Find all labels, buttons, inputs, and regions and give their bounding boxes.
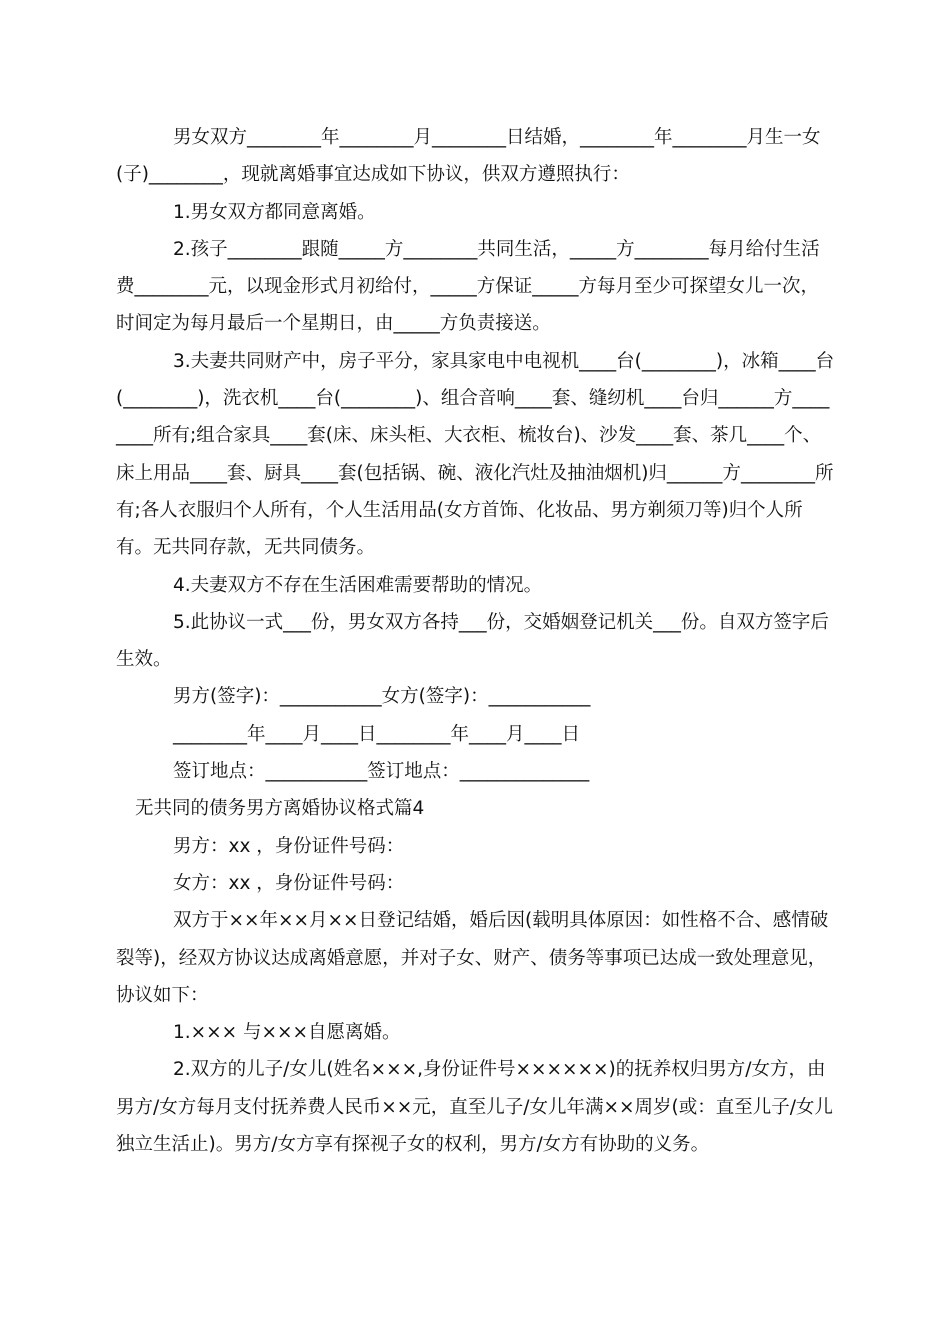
signature-line: 男方(签字)：___________女方(签字)：___________ <box>173 686 591 708</box>
paragraph-agreement-2: 2.双方的儿子/女儿(姓名×××,身份证件号××××××)的抚养权归男方/女方，由男方/女方每月支付抚养费人民币××元，直至儿子/女儿年满××周岁(或：直至儿子/女儿独立生活止)。男方/女方享有探视子女的权利，男方/女方有协助的义务。 <box>116 1059 833 1156</box>
paragraph-item-1: 1.男女双方都同意离婚。 <box>173 201 376 223</box>
paragraph-item-2: 2.孩子________跟随_____方________共同生活，_____方________每月给付生活费________元，以现金形式月初给付，_____方保证_____方每月至少可探望女儿一次，时间定为每月最后一个星期日，由_____方负责接送。 <box>116 238 820 335</box>
paragraph-marriage: 双方于××年××月××日登记结婚，婚后因(载明具体原因：如性格不合、感情破裂等)，经双方协议达成离婚意愿，并对子女、财产、债务等事项已达成一致处理意见，协议如下： <box>116 910 829 1006</box>
paragraph-item-5: 5.此协议一式___份，男女双方各持___份，交婚姻登记机关___份。自双方签字后生效。 <box>116 611 829 671</box>
party-female: 女方：xx ，身份证件号码： <box>173 872 405 894</box>
paragraph-item-3: 3.夫妻共同财产中，房子平分，家具家电中电视机____台(________)，冰箱____台(________)，洗衣机____台(________)、组合音响____套、缝纫机____台归______方________所有;组合家具____套(床、床头柜、大衣柜、梳妆台)、沙发____套、茶几____个、床上用品____套、厨具____套(包括锅、碗、液化汽灶及抽油烟机)归______方________所有;各人衣服归个人所有，个人生活用品(女方首饰、化妆品、男方剃须刀等)归个人所有。无共同存款，无共同债务。 <box>116 350 835 559</box>
party-male: 男方：xx ，身份证件号码： <box>173 835 405 857</box>
location-line: 签订地点：___________签订地点：______________ <box>173 761 590 783</box>
paragraph-intro: 男女双方________年________月________日结婚，________年________月生一女(子)________，现就离婚事宜达成如下协议，供双方遵照执行： <box>116 127 821 186</box>
section-heading: 无共同的债务男方离婚协议格式篇4 <box>135 798 425 820</box>
date-line: ________年____月____日________年____月____日 <box>173 723 581 745</box>
document-page <box>116 119 836 1163</box>
paragraph-item-4: 4.夫妻双方不存在生活困难需要帮助的情况。 <box>173 574 543 596</box>
paragraph-agreement-1: 1.××× 与×××自愿离婚。 <box>173 1022 401 1044</box>
